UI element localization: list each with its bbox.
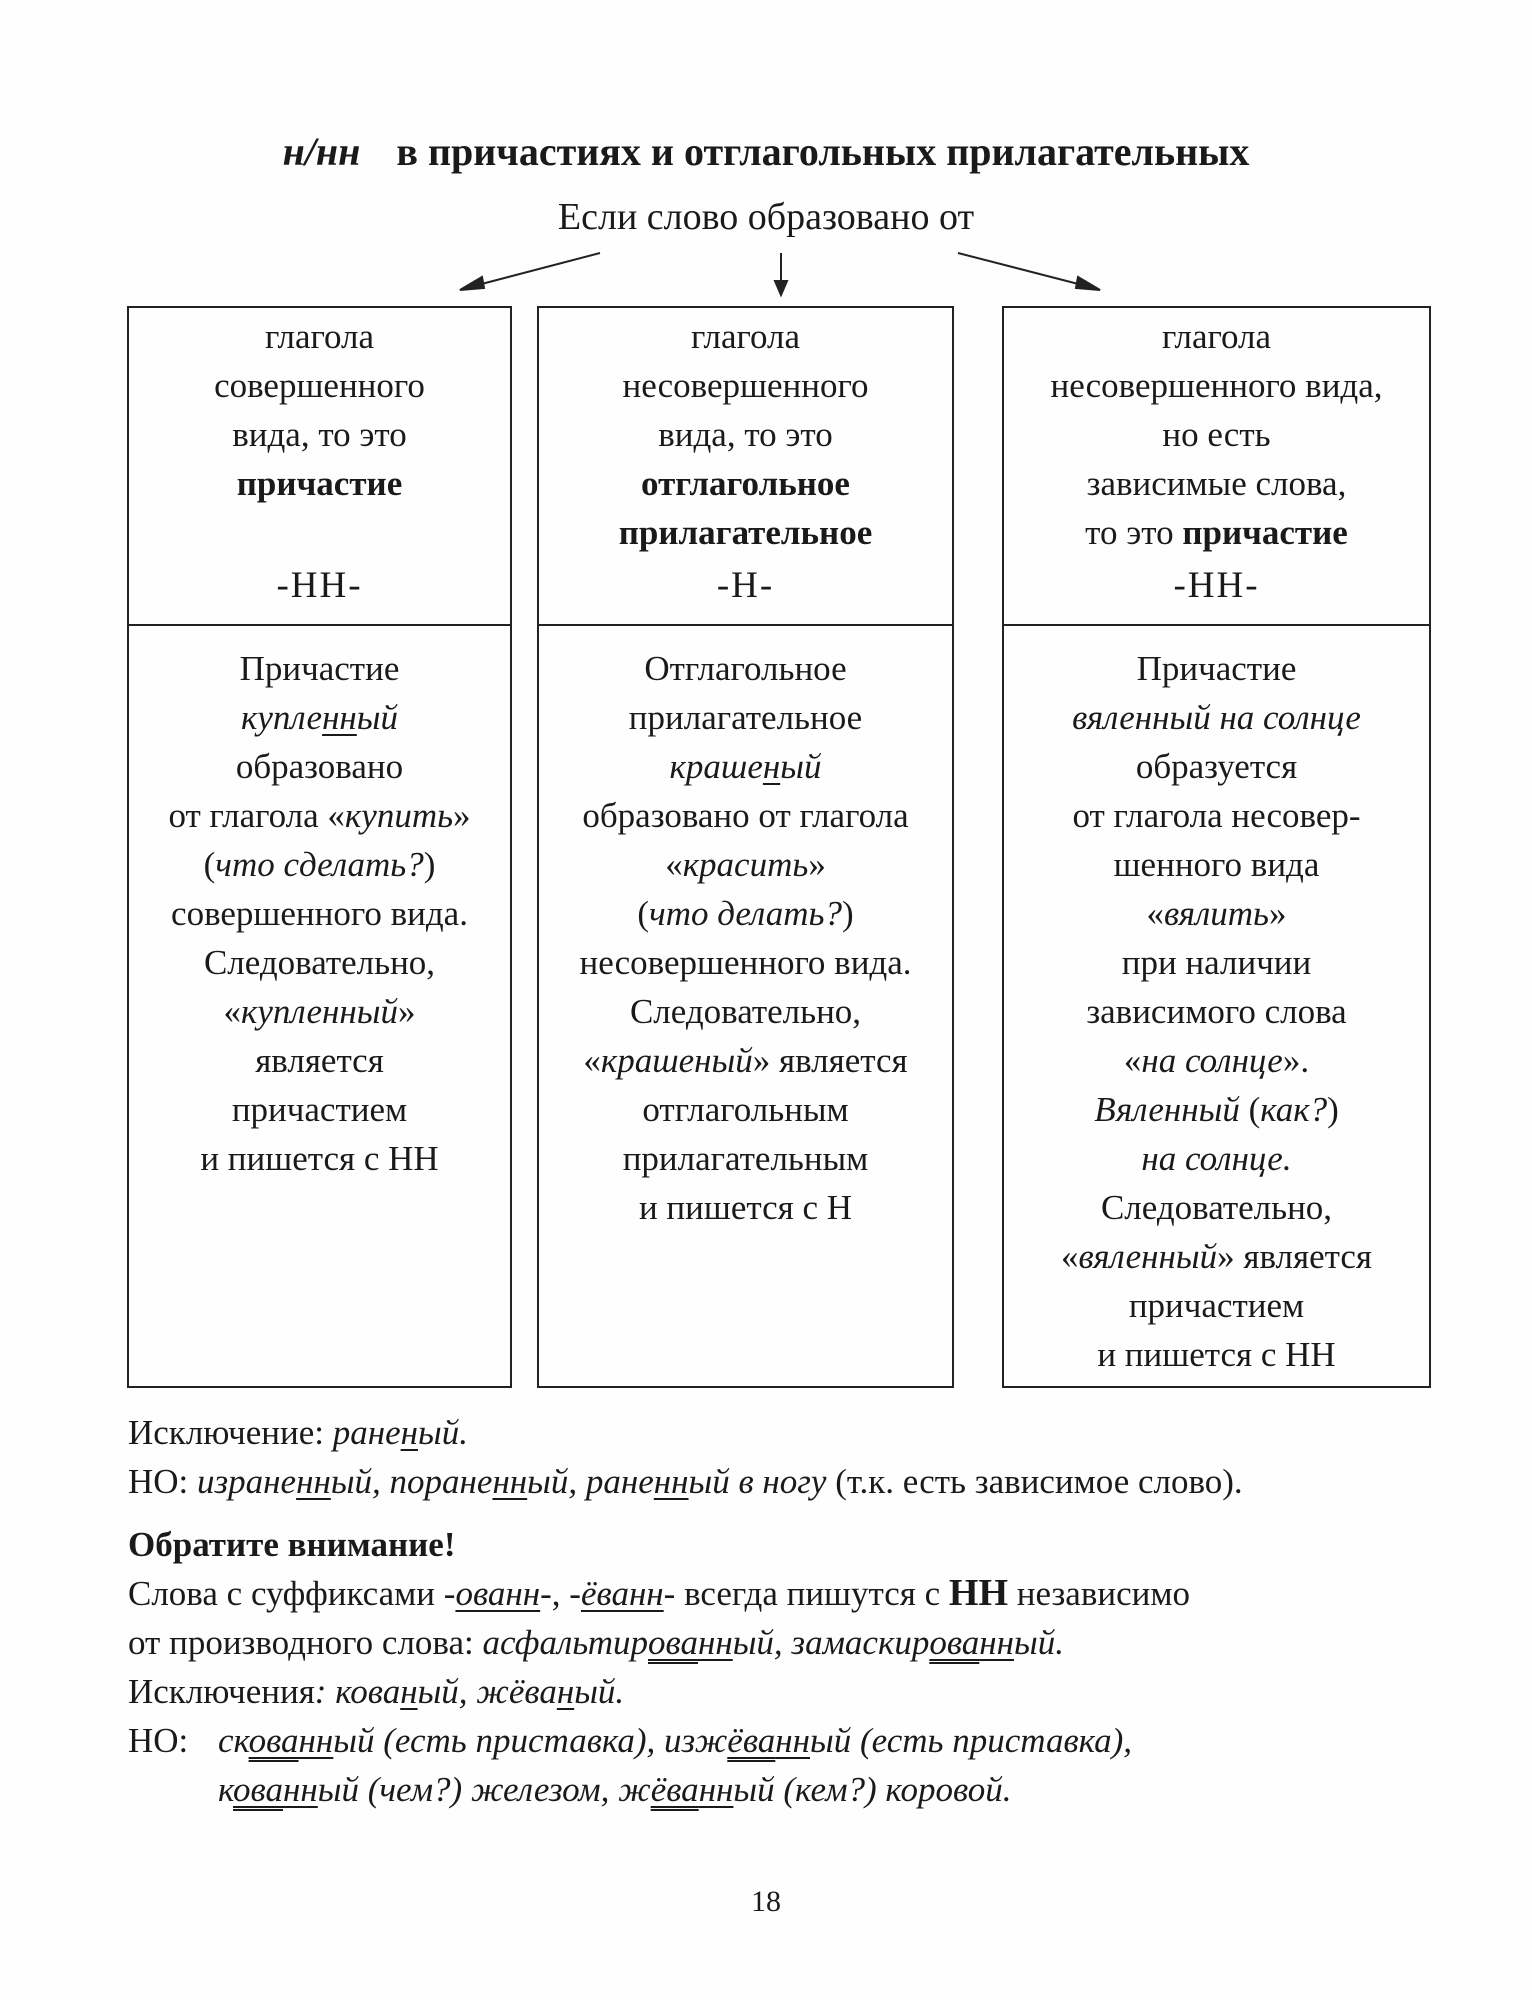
title-nn: н/нн <box>282 129 361 174</box>
body-line: «на солнце». <box>1123 1041 1310 1080</box>
body-line: Причастие <box>239 649 400 688</box>
header-line: зависимые слова, <box>1086 464 1347 503</box>
body-line: прилагательное <box>628 698 863 737</box>
suffix-rule-line: Слова с суффиксами -ованн-, -ёванн- всегда пишутся с НН независимо <box>128 1572 1191 1614</box>
header-line: глагола <box>690 317 801 356</box>
body-line: и пишется с Н <box>638 1188 853 1227</box>
column-imperfective-dependent <box>1002 306 1431 1388</box>
column-perfective <box>127 306 512 1388</box>
body-line: совершенного вида. <box>171 894 468 933</box>
body-line: Следовательно, <box>1100 1188 1333 1227</box>
body-line: от глагола «купить» <box>168 796 471 835</box>
body-line: Вяленный (как?) <box>1094 1090 1339 1129</box>
header-line: вида, то это <box>232 415 407 454</box>
but-label: НО: <box>128 1721 189 1760</box>
body-line: от глагола несовер- <box>1072 796 1361 835</box>
body-line: образуется <box>1135 747 1298 786</box>
body-line: образовано от глагола <box>582 796 909 835</box>
column-header <box>1004 308 1429 626</box>
body-line: прилагательным <box>622 1139 869 1178</box>
body-line: «купленный» <box>223 992 416 1031</box>
column-imperfective <box>537 306 954 1388</box>
arrow-right <box>958 253 1090 287</box>
header-line: несовершенного вида, <box>1050 366 1383 405</box>
body-line: шенного вида <box>1113 845 1320 884</box>
arrow-right-head <box>1076 277 1100 290</box>
exceptions-line: Исключения: кованый, жёваный. <box>128 1672 625 1711</box>
suffix-label: -НН- <box>1173 565 1260 606</box>
but-line: НО: израненный, пораненный, раненный в ногу (т.к. есть зависимое слово). <box>128 1462 1243 1501</box>
page-title <box>0 128 1532 175</box>
body-line: «крашеный» является <box>583 1041 908 1080</box>
body-line: Следовательно, <box>629 992 862 1031</box>
body-line: является <box>255 1041 384 1080</box>
attention-heading: Обратите внимание! <box>128 1525 456 1564</box>
header-bold: причастие <box>236 464 403 503</box>
header-line: глагола <box>1161 317 1272 356</box>
body-line: причастием <box>1128 1286 1305 1325</box>
derivation-line: от производного слова: асфальтированный, замаскированный. <box>128 1623 1064 1662</box>
body-line: «вяленный» является <box>1061 1237 1372 1276</box>
arrow-left-head <box>460 277 484 290</box>
body-line: Отглагольное <box>644 649 847 688</box>
body-line: «красить» <box>665 845 826 884</box>
header-bold: прилагательное <box>618 513 873 552</box>
but-example-line: скованный (есть приставка), изжёванный (есть приставка), <box>218 1721 1133 1760</box>
body-line: образовано <box>235 747 404 786</box>
body-line: Причастие <box>1136 649 1297 688</box>
body-line: зависимого слова <box>1086 992 1347 1031</box>
column-header <box>129 308 510 626</box>
body-line: Следовательно, <box>203 943 436 982</box>
exception-line: Исключение: раненый. <box>128 1413 468 1452</box>
body-line: на солнце. <box>1141 1139 1292 1178</box>
notes-section <box>128 1408 1448 1814</box>
header-line: но есть <box>1162 415 1271 454</box>
body-line: отглагольным <box>642 1090 849 1129</box>
header-line: то это причастие <box>1085 513 1348 552</box>
header-line: глагола <box>264 317 375 356</box>
lead-text: Если слово образовано от <box>557 196 975 238</box>
header-bold: отглагольное <box>641 464 850 503</box>
body-line: (что сделать?) <box>203 845 436 884</box>
suffix-label: -НН- <box>276 565 363 606</box>
body-line: крашеный <box>669 747 822 786</box>
column-body <box>129 626 510 1183</box>
column-body <box>1004 626 1429 1379</box>
arrow-center-head <box>775 281 787 295</box>
body-line: купленный <box>240 698 399 737</box>
body-line: несовершенного вида. <box>579 943 912 982</box>
but-example-line: кованный (чем?) железом, жёванный (кем?) коровой. <box>218 1770 1012 1809</box>
branch-arrows <box>0 235 1532 305</box>
body-line: и пишется с НН <box>200 1139 439 1178</box>
body-line: (что делать?) <box>637 894 854 933</box>
title-rest: в причастиях и отглагольных прилагательных <box>396 129 1250 174</box>
suffix-label: -Н- <box>716 565 775 606</box>
body-line: при наличии <box>1121 943 1312 982</box>
page-number: 18 <box>751 1885 781 1918</box>
column-body <box>539 626 952 1232</box>
body-line: «вялить» <box>1146 894 1287 933</box>
header-line: вида, то это <box>658 415 833 454</box>
body-line: и пишется с НН <box>1097 1335 1336 1374</box>
column-header <box>539 308 952 626</box>
body-line: вяленный на солнце <box>1072 698 1361 737</box>
header-line: совершенного <box>214 366 425 405</box>
header-line: несовершенного <box>622 366 869 405</box>
arrow-left <box>470 253 600 287</box>
body-line: причастием <box>231 1090 408 1129</box>
but-examples <box>128 1716 1448 1814</box>
